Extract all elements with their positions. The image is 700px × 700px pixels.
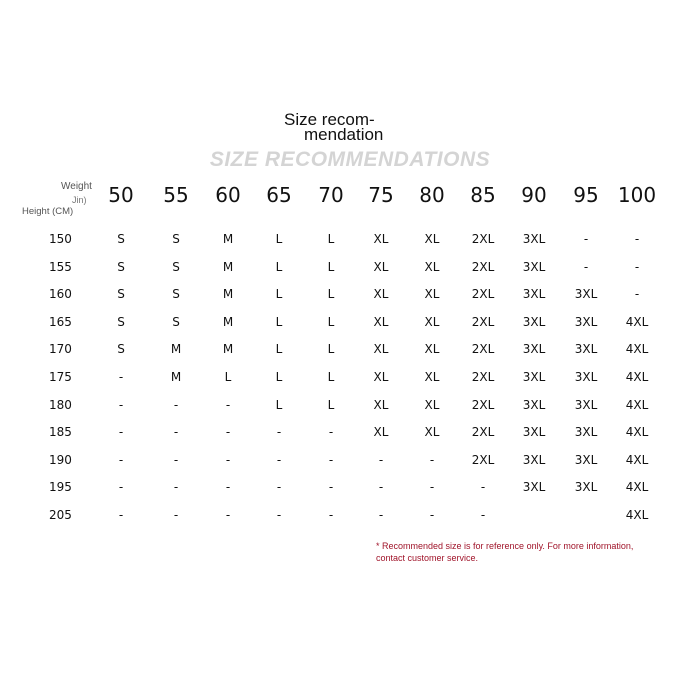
page-title-line1: Size recom- [284, 110, 375, 129]
size-cell: - [173, 452, 179, 467]
size-cell: 2XL [471, 452, 495, 467]
size-cell: L [275, 314, 283, 329]
height-label: 205 [49, 508, 72, 522]
size-cell: - [173, 425, 179, 440]
size-cell: XL [373, 287, 389, 302]
size-cell: 3XL [522, 452, 546, 467]
size-cell: 2XL [471, 232, 495, 246]
size-cell: XL [373, 425, 389, 440]
size-cell: - [328, 452, 334, 467]
size-cell: - [225, 452, 231, 467]
height-label: 180 [49, 397, 72, 412]
size-cell: - [225, 480, 231, 495]
height-label: 150 [49, 232, 72, 246]
size-cell: - [378, 452, 384, 467]
weight-header: 50 [108, 183, 134, 207]
size-cell: - [634, 259, 640, 274]
size-cell: L [327, 314, 335, 329]
size-cell: 4XL [625, 370, 649, 384]
size-cell: - [173, 480, 179, 495]
size-cell: 4XL [625, 508, 649, 522]
weight-axis-label: Weight [61, 181, 92, 192]
size-cell: XL [424, 397, 440, 412]
size-cell: - [276, 480, 282, 495]
weight-header: 75 [368, 183, 394, 207]
disclaimer-note-line1: * Recommended size is for reference only. For more information, [376, 541, 634, 551]
weight-header: 60 [215, 183, 241, 207]
size-cell: L [327, 370, 335, 384]
size-cell: - [118, 397, 124, 412]
size-cell: M [170, 342, 182, 357]
size-cell: XL [373, 259, 389, 274]
size-cell: S [117, 259, 125, 274]
size-cell: 2XL [471, 314, 495, 329]
size-cell: 3XL [522, 342, 546, 357]
size-cell: 3XL [522, 397, 546, 412]
size-cell: L [275, 342, 283, 357]
size-cell: - [118, 480, 124, 495]
size-cell: XL [424, 259, 440, 274]
size-cell: - [276, 508, 282, 522]
size-cell: S [117, 342, 125, 357]
size-cell: 3XL [574, 425, 598, 440]
size-cell: 3XL [522, 259, 546, 274]
size-cell: M [222, 314, 234, 329]
size-cell: 4XL [625, 397, 649, 412]
size-cell: - [583, 232, 589, 246]
size-cell: - [378, 508, 384, 522]
size-cell: 3XL [574, 397, 598, 412]
size-cell: - [429, 452, 435, 467]
height-label: 175 [49, 370, 72, 384]
size-cell: 3XL [522, 480, 546, 495]
size-cell: 3XL [522, 232, 546, 246]
size-cell: 3XL [574, 314, 598, 329]
size-cell: - [480, 508, 486, 522]
size-cell: - [328, 480, 334, 495]
size-cell: S [172, 232, 180, 246]
size-cell: - [328, 425, 334, 440]
size-cell: XL [424, 287, 440, 302]
size-cell: - [328, 508, 334, 522]
height-label: 185 [49, 425, 72, 440]
size-cell: S [117, 232, 125, 246]
size-cell: - [118, 370, 124, 384]
size-cell: S [172, 314, 180, 329]
weight-header: 85 [470, 183, 496, 207]
size-cell: 4XL [625, 452, 649, 467]
size-cell: XL [424, 232, 440, 246]
size-cell: L [275, 370, 283, 384]
size-cell: M [222, 342, 234, 357]
size-cell: XL [373, 370, 389, 384]
weight-unit-label: Jin) [72, 195, 87, 205]
size-cell: - [429, 480, 435, 495]
size-cell: XL [424, 370, 440, 384]
page-subtitle: SIZE RECOMMENDATIONS [209, 148, 491, 171]
height-label: 170 [49, 342, 72, 357]
weight-header: 100 [617, 183, 657, 207]
size-cell: XL [373, 342, 389, 357]
size-cell: 4XL [625, 480, 649, 495]
size-cell: 2XL [471, 397, 495, 412]
size-cell: M [222, 287, 234, 302]
size-cell: - [276, 425, 282, 440]
size-cell: - [378, 480, 384, 495]
size-cell: L [327, 287, 335, 302]
size-cell: L [275, 259, 283, 274]
size-cell: L [275, 397, 283, 412]
size-cell: XL [424, 314, 440, 329]
height-label: 155 [49, 259, 72, 274]
weight-header: 80 [419, 183, 445, 207]
size-cell: - [118, 508, 124, 522]
size-cell: 3XL [522, 287, 546, 302]
size-cell: 4XL [625, 314, 649, 329]
disclaimer-note-line2: contact customer service. [376, 553, 479, 563]
size-cell: XL [373, 397, 389, 412]
size-cell: L [327, 342, 335, 357]
size-cell: 3XL [574, 480, 598, 495]
weight-header: 90 [521, 183, 547, 207]
size-cell: - [634, 287, 640, 302]
size-cell: - [118, 425, 124, 440]
size-cell: XL [424, 342, 440, 357]
size-cell: 3XL [522, 314, 546, 329]
height-label: 165 [49, 314, 72, 329]
size-cell: M [170, 370, 182, 384]
size-cell: 3XL [574, 287, 598, 302]
size-cell: - [173, 508, 179, 522]
height-label: 160 [49, 287, 72, 302]
size-cell: - [480, 480, 486, 495]
size-cell: - [225, 397, 231, 412]
size-cell: L [275, 287, 283, 302]
size-cell: L [224, 370, 232, 384]
size-cell: 4XL [625, 425, 649, 440]
weight-header: 95 [573, 183, 599, 207]
size-cell: - [634, 232, 640, 246]
size-cell: 2XL [471, 287, 495, 302]
height-label: 195 [49, 480, 72, 495]
weight-header: 55 [163, 183, 189, 207]
size-cell: - [583, 259, 589, 274]
size-cell: M [222, 232, 234, 246]
size-cell: 3XL [574, 342, 598, 357]
size-cell: L [327, 259, 335, 274]
size-cell: XL [373, 232, 389, 246]
size-cell: S [117, 314, 125, 329]
page-title-line2: mendation [304, 125, 384, 144]
size-cell: S [172, 259, 180, 274]
size-cell: L [275, 232, 283, 246]
size-cell: S [172, 287, 180, 302]
size-cell: - [276, 452, 282, 467]
size-cell: L [327, 397, 335, 412]
height-axis-label: Height (CM) [22, 206, 74, 217]
size-cell: 3XL [522, 370, 546, 384]
size-cell: 2XL [471, 425, 495, 440]
size-cell: XL [373, 314, 389, 329]
size-cell: 2XL [471, 259, 495, 274]
size-cell: 2XL [471, 342, 495, 357]
weight-header: 65 [266, 183, 292, 207]
size-cell: 3XL [574, 370, 598, 384]
size-cell: 3XL [574, 452, 598, 467]
size-cell: - [173, 397, 179, 412]
size-cell: - [118, 452, 124, 467]
size-cell: - [429, 508, 435, 522]
size-cell: - [225, 425, 231, 440]
size-cell: 3XL [522, 425, 546, 440]
size-cell: 4XL [625, 342, 649, 357]
size-cell: L [327, 232, 335, 246]
size-cell: S [117, 287, 125, 302]
weight-header: 70 [318, 183, 344, 207]
size-cell: XL [424, 425, 440, 440]
size-cell: 2XL [471, 370, 495, 384]
size-cell: M [222, 259, 234, 274]
size-cell: - [225, 508, 231, 522]
height-label: 190 [49, 452, 72, 467]
